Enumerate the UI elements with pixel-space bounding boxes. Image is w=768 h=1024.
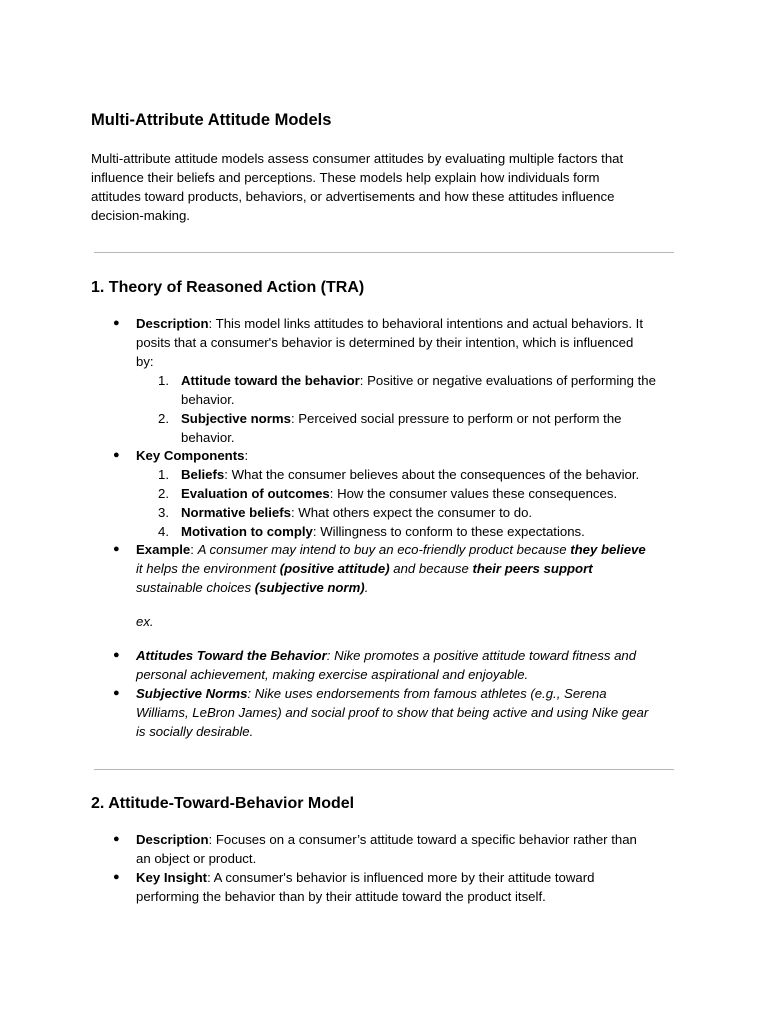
- section-heading: 1. Theory of Reasoned Action (TRA): [91, 279, 365, 296]
- description-line: Description: This model links attitudes to behavioral intentions and actual behaviors. It: [136, 316, 644, 331]
- list-item: Normative beliefs: What others expect the consumer to do.: [181, 505, 533, 520]
- description-line: Description: Focuses on a consumer’s attitude toward a specific behavior rather than: [136, 832, 637, 847]
- example-line: sustainable choices (subjective norm).: [136, 580, 369, 595]
- key-insight-line: performing the behavior than by their attitude toward the product itself.: [136, 889, 546, 904]
- description-label: Description: [136, 316, 209, 331]
- intro-line: attitudes toward products, behaviors, or advertisements and how these attitudes influence: [91, 189, 615, 204]
- bullet-icon: ●: [113, 687, 120, 699]
- key-components-line: Key Components:: [136, 448, 249, 463]
- ex-label: ex.: [136, 614, 154, 629]
- intro-line: decision-making.: [91, 208, 190, 223]
- bullet-icon: ●: [113, 833, 120, 845]
- example-line: Example: A consumer may intend to buy an eco-friendly product because they believe: [136, 542, 646, 557]
- list-item: Subjective norms: Perceived social pressure to perform or not perform the: [181, 411, 622, 426]
- list-item: Beliefs: What the consumer believes about the consequences of the behavior.: [181, 467, 640, 482]
- horizontal-divider: [94, 769, 674, 770]
- bullet-icon: ●: [113, 543, 120, 555]
- description-line: by:: [136, 354, 154, 369]
- description-line: an object or product.: [136, 851, 257, 866]
- nike-example-line: is socially desirable.: [136, 724, 254, 739]
- list-item-continuation: behavior.: [181, 392, 235, 407]
- list-item: Evaluation of outcomes: How the consumer values these consequences.: [181, 486, 618, 501]
- list-number: 4.: [158, 524, 169, 539]
- description-line: posits that a consumer's behavior is determined by their intention, which is influenced: [136, 335, 634, 350]
- section-heading: 2. Attitude-Toward-Behavior Model: [91, 795, 355, 812]
- bullet-icon: ●: [113, 317, 120, 329]
- example-line: it helps the environment (positive attitude) and because their peers support: [136, 561, 593, 576]
- bullet-icon: ●: [113, 649, 120, 661]
- list-item: Attitude toward the behavior: Positive or negative evaluations of performing the: [181, 373, 656, 388]
- horizontal-divider: [94, 252, 674, 253]
- nike-example-line: personal achievement, making exercise aspirational and enjoyable.: [136, 667, 529, 682]
- nike-example-line: Williams, LeBron James) and social proof to show that being active and using Nike gear: [136, 705, 649, 720]
- intro-line: Multi-attribute attitude models assess consumer attitudes by evaluating multiple factors that: [91, 151, 624, 166]
- list-number: 1.: [158, 467, 169, 482]
- bullet-icon: ●: [113, 871, 120, 883]
- nike-example-line: Attitudes Toward the Behavior: Nike promotes a positive attitude toward fitness and: [136, 648, 637, 663]
- list-item-continuation: behavior.: [181, 430, 235, 445]
- intro-line: influence their beliefs and perceptions. These models help explain how individuals form: [91, 170, 600, 185]
- list-number: 2.: [158, 411, 169, 426]
- key-insight-line: Key Insight: A consumer's behavior is influenced more by their attitude toward: [136, 870, 595, 885]
- document-title: Multi-Attribute Attitude Models: [91, 111, 332, 129]
- list-number: 1.: [158, 373, 169, 388]
- list-number: 3.: [158, 505, 169, 520]
- list-item: Motivation to comply: Willingness to conform to these expectations.: [181, 524, 585, 539]
- nike-example-line: Subjective Norms: Nike uses endorsements from famous athletes (e.g., Serena: [136, 686, 607, 701]
- list-number: 2.: [158, 486, 169, 501]
- bullet-icon: ●: [113, 449, 120, 461]
